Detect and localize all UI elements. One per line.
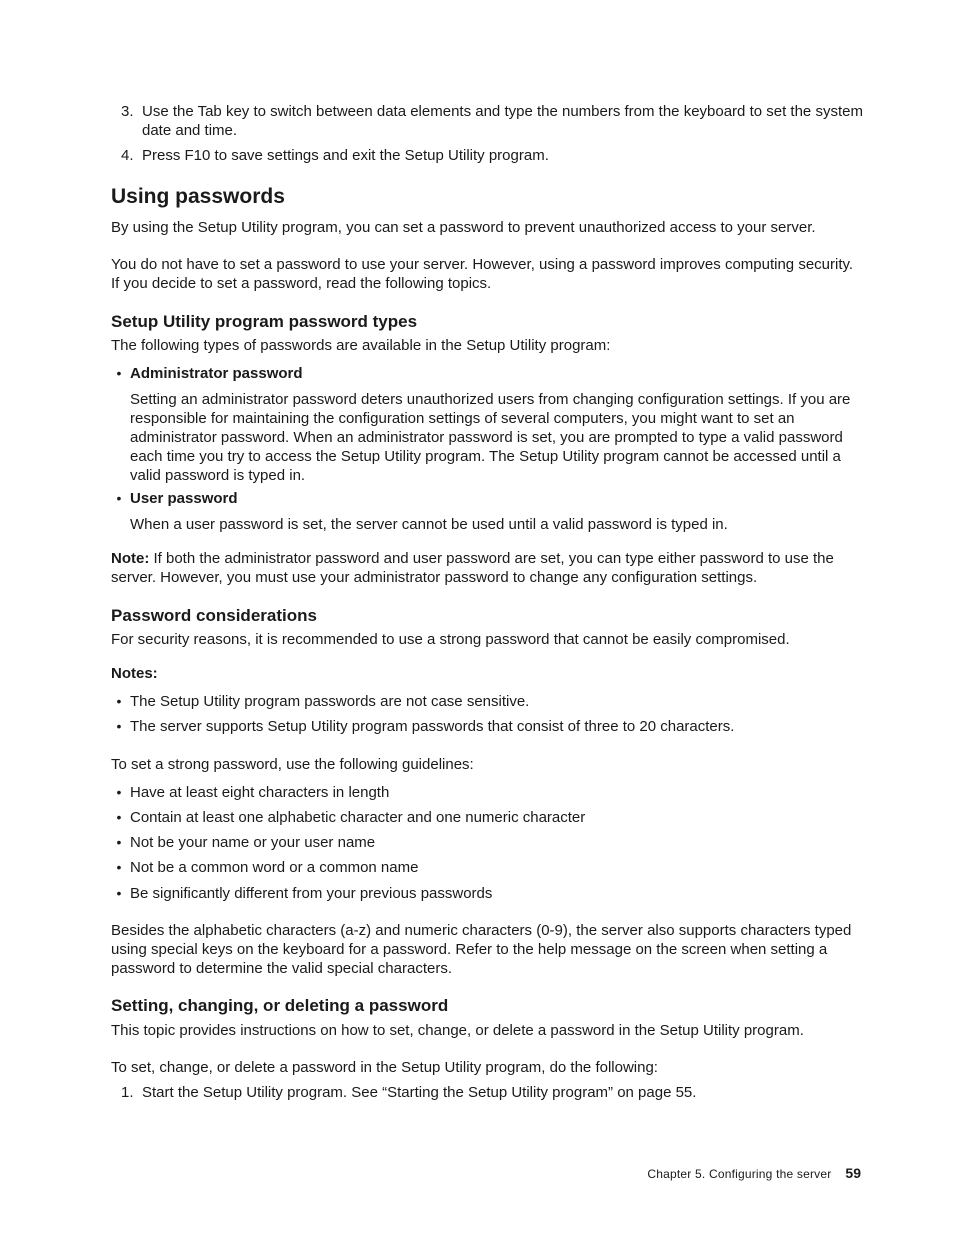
list-item: The server supports Setup Utility program passwords that consist of three to 20 characters.	[130, 718, 735, 735]
paragraph: Besides the alphabetic characters (a-z) and numeric characters (0-9), the server also supports characters typed using special keys on the keyboard for a password. Refer to the help message on the screen when setting a password to determine the valid special characters.	[111, 922, 852, 977]
step-text: Start the Setup Utility program. See “Starting the Setup Utility program” on page 55.	[142, 1084, 697, 1101]
bullet-icon: •	[116, 718, 122, 734]
paragraph: This topic provides instructions on how to set, change, or delete a password in the Setup Utility program.	[111, 1022, 804, 1039]
page-number: 59	[845, 1165, 861, 1181]
list-item: Be significantly different from your previous passwords	[130, 885, 493, 902]
list-item: The Setup Utility program passwords are not case sensitive.	[130, 693, 530, 710]
list-item: Not be your name or your user name	[130, 834, 376, 851]
paragraph: For security reasons, it is recommended to use a strong password that cannot be easily compromised.	[111, 631, 790, 648]
list-item-description: Setting an administrator password deters unauthorized users from changing configuration settings. If you are responsible for maintaining the configuration settings of several computers, you might want to set an administrator password. When an administrator password is set, you are prompted to type a valid password each time you try to access the Setup Utility program. The Setup Utility program cannot be accessed until a valid password is typed in.	[130, 391, 851, 484]
step-number: 3.	[121, 103, 134, 120]
section-title: Using passwords	[111, 185, 285, 208]
note-paragraph	[111, 549, 863, 587]
chapter-label: Chapter 5. Configuring the server	[647, 1167, 832, 1181]
bullet-icon: •	[116, 834, 122, 850]
notes-label: Notes:	[111, 665, 158, 682]
list-item-label: User password	[130, 490, 238, 507]
subsection-title: Password considerations	[111, 606, 317, 625]
step-text: Press F10 to save settings and exit the Setup Utility program.	[142, 147, 549, 164]
list-item: Have at least eight characters in length	[130, 784, 390, 801]
bullet-icon: •	[116, 365, 122, 381]
bullet-icon: •	[116, 885, 122, 901]
subsection-title: Setup Utility program password types	[111, 312, 418, 331]
note-text: If both the administrator password and user password are set, you can type either password to use the server. However, you must use your administrator password to change any configuration settings.	[111, 550, 834, 586]
bullet-icon: •	[116, 784, 122, 800]
list-item-description: When a user password is set, the server cannot be used until a valid password is typed in.	[130, 516, 728, 533]
note-label: Note:	[111, 550, 150, 567]
list-item-label: Administrator password	[130, 365, 303, 382]
step-text: Use the Tab key to switch between data elements and type the numbers from the keyboard to set the system date and time.	[142, 103, 863, 139]
bullet-icon: •	[116, 809, 122, 825]
subsection-title: Setting, changing, or deleting a password	[111, 996, 449, 1015]
list-item: Contain at least one alphabetic character and one numeric character	[130, 809, 586, 826]
paragraph: The following types of passwords are available in the Setup Utility program:	[111, 337, 611, 354]
paragraph: To set a strong password, use the following guidelines:	[111, 756, 474, 773]
list-item: Not be a common word or a common name	[130, 859, 419, 876]
paragraph: By using the Setup Utility program, you can set a password to prevent unauthorized access to your server.	[111, 219, 816, 236]
page-footer	[647, 1165, 861, 1182]
paragraph: To set, change, or delete a password in the Setup Utility program, do the following:	[111, 1059, 658, 1076]
paragraph: You do not have to set a password to use your server. However, using a password improves computing security. If you decide to set a password, read the following topics.	[111, 256, 854, 292]
bullet-icon: •	[116, 490, 122, 506]
step-number: 1.	[121, 1084, 134, 1101]
bullet-icon: •	[116, 693, 122, 709]
bullet-icon: •	[116, 859, 122, 875]
step-number: 4.	[121, 147, 134, 164]
